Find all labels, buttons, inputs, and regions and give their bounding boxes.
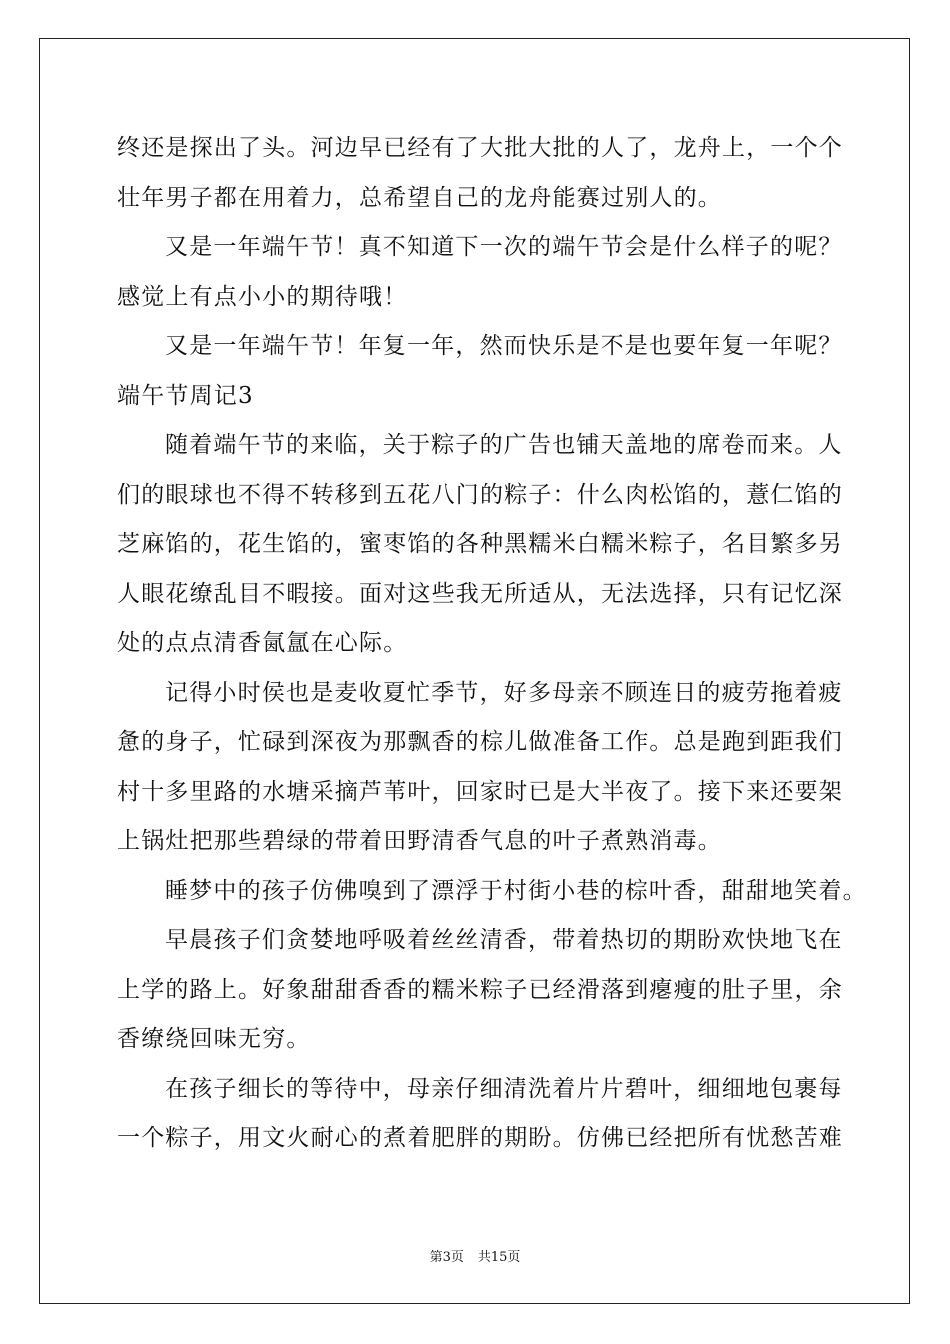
text-line: 一个粽子，用文火耐心的煮着肥胖的期盼。仿佛已经把所有忧愁苦难 [117,1125,843,1151]
text-line: 芝麻馅的，花生馅的，蜜枣馅的各种黑糯米白糯米粽子，名目繁多另 [117,531,843,557]
section-heading: 端午节周记3 [117,382,254,409]
page-number: 第3页 [429,1250,464,1265]
text-line: 上锅灶把那些碧绿的带着田野清香气息的叶子煮熟消毒。 [117,828,722,854]
text-line: 感觉上有点小小的期待哦！ [117,283,408,310]
text-line: 终还是探出了头。河边早已经有了大批大批的人了，龙舟上，一个个 [117,135,843,161]
text-line: 香缭绕回味无穷。 [117,1026,311,1052]
document-body [117,124,867,1164]
text-line: 上学的路上。好象甜甜香香的糯米粽子已经滑落到瘪瘦的肚子里，余 [117,976,843,1003]
text-line: 随着端午节的来临，关于粽子的广告也铺天盖地的席卷而来。人 [165,432,843,458]
text-line: 们的眼球也不得不转移到五花八门的粽子：什么肉松馅的，薏仁馅的 [117,481,843,508]
text-line: 处的点点清香氤氲在心际。 [117,630,408,656]
text-line: 壮年男子都在用着力，总希望自己的龙舟能赛过别人的。 [117,184,722,211]
page-total: 共15页 [477,1250,521,1265]
text-line: 早晨孩子们贪婪地呼吸着丝丝清香，带着热切的期盼欢快地飞在 [165,927,843,953]
text-line: 又是一年端午节！年复一年，然而快乐是不是也要年复一年呢？ [165,333,843,359]
text-line: 人眼花缭乱目不暇接。面对这些我无所适从，无法选择，只有记忆深 [117,580,843,607]
text-line: 睡梦中的孩子仿佛嗅到了漂浮于村街小巷的棕叶香，甜甜地笑着。 [165,877,867,904]
text-line: 村十多里路的水塘采摘芦苇叶，回家时已是大半夜了。接下来还要架 [117,778,843,805]
text-line: 记得小时侯也是麦收夏忙季节，好多母亲不顾连日的疲劳拖着疲 [165,679,843,706]
text-line: 又是一年端午节！真不知道下一次的端午节会是什么样子的呢？ [165,234,843,260]
page-footer [0,1246,950,1265]
text-line: 惫的身子，忙碌到深夜为那飘香的棕儿做准备工作。总是跑到距我们 [117,729,843,755]
text-line: 在孩子细长的等待中，母亲仔细清洗着片片碧叶，细细地包裹每 [165,1075,843,1102]
